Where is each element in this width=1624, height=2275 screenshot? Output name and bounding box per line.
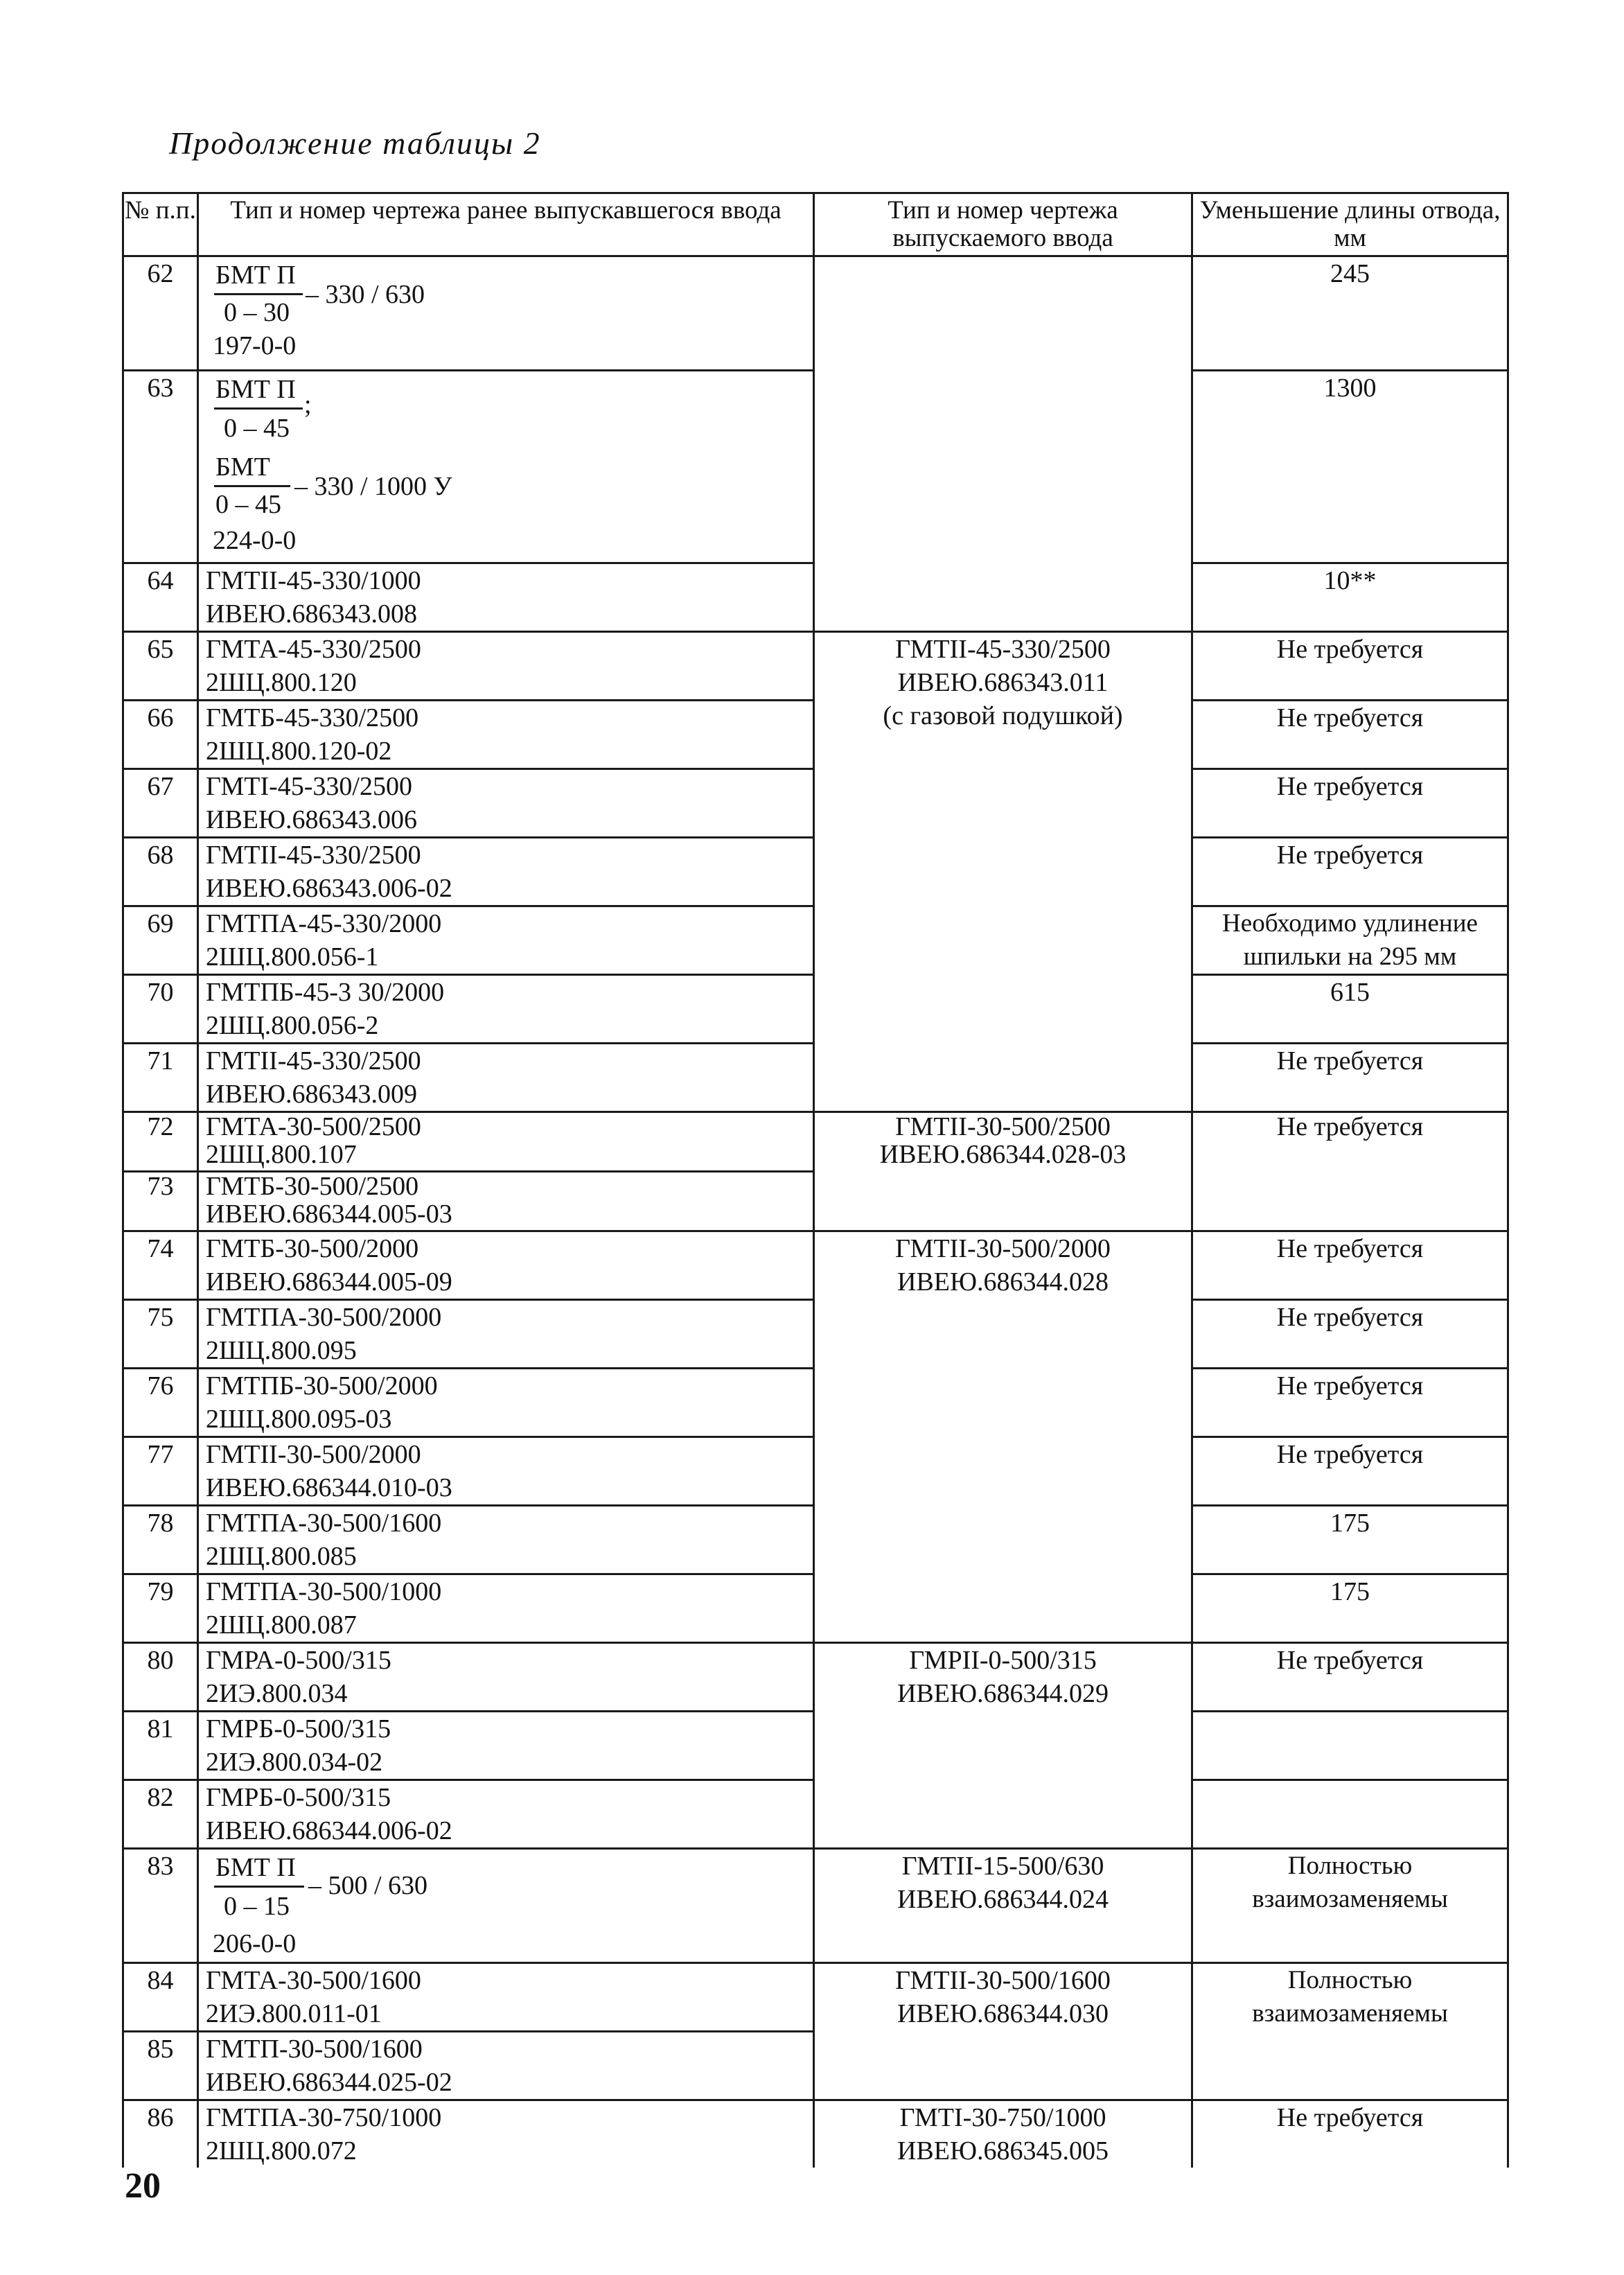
old-type-cell [198, 563, 814, 632]
reduction-cell: Не требуется [1192, 1044, 1508, 1112]
old-type-cell [198, 1044, 814, 1112]
old-type-cell [198, 1437, 814, 1506]
fraction-suffix: – 500 / 630 [308, 1871, 428, 1900]
row-number: 69 [123, 906, 198, 975]
old-type-name: ГМТПА-30-750/1000 [206, 2103, 442, 2132]
fraction-bar [214, 407, 303, 410]
fraction-numerator: БМТ П [215, 261, 296, 290]
reduction-line: взаимозаменяемы [1252, 1885, 1448, 1913]
row-number: 70 [123, 975, 198, 1044]
reduction-cell: Не требуется [1192, 1369, 1508, 1437]
reduction-cell [1192, 906, 1508, 975]
header-old-type: Тип и номер чертежа ранее выпускавшегося ввода [198, 193, 814, 256]
old-drawing-number: ИВЕЮ.686344.010-03 [206, 1473, 452, 1502]
drawing-number: 224-0-0 [213, 526, 297, 555]
row-number: 81 [123, 1712, 198, 1780]
old-type-name: ГМТП-30-500/1600 [206, 2035, 423, 2064]
fraction-denominator: 0 – 30 [224, 298, 290, 327]
old-type-cell [198, 1369, 814, 1437]
fraction-numerator: БМТ П [215, 1853, 296, 1882]
row-number: 68 [123, 838, 198, 906]
table-row [123, 1112, 1508, 1172]
new-type-cell-empty [814, 256, 1192, 632]
new-type-cell [814, 2100, 1192, 2168]
table-row [123, 2100, 1508, 2168]
reduction-cell-empty [1192, 1712, 1508, 1780]
reduction-cell: Не требуется [1192, 838, 1508, 906]
old-type-name: ГМТПБ-45-3 30/2000 [206, 978, 445, 1007]
row-number: 82 [123, 1780, 198, 1849]
reduction-cell: Не требуется [1192, 2100, 1508, 2168]
table-caption: Продолжение таблицы 2 [169, 125, 541, 161]
old-drawing-number: 2ШЦ.800.107 [206, 1140, 357, 1169]
drawing-number: 197-0-0 [213, 331, 297, 360]
row-number: 84 [123, 1963, 198, 2032]
reduction-cell: 615 [1192, 975, 1508, 1044]
old-type-cell [198, 1574, 814, 1643]
reduction-cell: 10** [1192, 563, 1508, 632]
reduction-cell: Не требуется [1192, 632, 1508, 701]
old-type-cell [198, 371, 814, 563]
page-number: 20 [125, 2166, 161, 2206]
old-type-name: ГМТПА-45-330/2000 [206, 909, 442, 938]
header-row [123, 193, 1508, 256]
old-drawing-number: 2ШЦ.800.072 [206, 2136, 357, 2166]
old-type-cell [198, 1172, 814, 1231]
table-row [123, 1963, 1508, 2032]
fraction-denominator: 0 – 15 [224, 1892, 290, 1921]
old-type-name: ГМТА-30-500/1600 [206, 1966, 421, 1995]
old-drawing-number: 2ШЦ.800.056-1 [206, 942, 379, 972]
row-number: 76 [123, 1369, 198, 1437]
old-drawing-number: ИВЕЮ.686343.009 [206, 1080, 418, 1109]
row-number: 72 [123, 1112, 198, 1172]
reduction-line: шпильки на 295 мм [1243, 942, 1457, 971]
row-number: 65 [123, 632, 198, 701]
fraction-bar [214, 293, 303, 295]
row-number: 73 [123, 1172, 198, 1231]
reduction-cell: Не требуется [1192, 1643, 1508, 1712]
old-type-name: ГМТПА-30-500/1600 [206, 1509, 442, 1538]
old-type-name: ГМТБ-30-500/2500 [206, 1172, 419, 1201]
table-row [123, 1849, 1508, 1963]
old-type-cell [198, 1849, 814, 1963]
reduction-line: Полностью [1287, 1966, 1413, 1994]
old-type-cell [198, 1643, 814, 1712]
reduction-cell [1192, 1963, 1508, 2100]
row-number: 79 [123, 1574, 198, 1643]
reduction-cell: Не требуется [1192, 1300, 1508, 1369]
old-type-cell [198, 1712, 814, 1780]
old-type-cell [198, 2100, 814, 2168]
fraction-bar [214, 1886, 304, 1888]
old-type-cell [198, 2032, 814, 2100]
old-type-cell [198, 1300, 814, 1369]
reduction-cell: Не требуется [1192, 1112, 1508, 1231]
fraction-bar [214, 485, 290, 487]
reduction-cell: 1300 [1192, 371, 1508, 563]
reduction-cell: Не требуется [1192, 701, 1508, 769]
old-type-cell [198, 769, 814, 838]
new-type-name: ГМТІІ-45-330/2500 [895, 635, 1111, 664]
row-number: 85 [123, 2032, 198, 2100]
old-type-name: ГМТА-30-500/2500 [206, 1112, 421, 1141]
old-drawing-number: 2ИЭ.800.034-02 [206, 1748, 383, 1777]
new-type-cell [814, 632, 1192, 1112]
old-type-cell [198, 1506, 814, 1574]
row-number: 63 [123, 371, 198, 563]
old-type-cell [198, 906, 814, 975]
bushings-table [122, 192, 1509, 2168]
reduction-cell [1192, 1849, 1508, 1963]
row-number: 86 [123, 2100, 198, 2168]
old-type-name: ГМТПА-30-500/1000 [206, 1577, 442, 1606]
row-number: 75 [123, 1300, 198, 1369]
old-drawing-number: 2ШЦ.800.087 [206, 1610, 357, 1640]
old-type-name: ГМТІІ-45-330/1000 [206, 566, 421, 595]
new-type-name: ГМТІІ-30-500/2000 [895, 1234, 1111, 1263]
header-new-type: Тип и номер чертежа выпускаемого ввода [814, 193, 1192, 256]
table-row [123, 1643, 1508, 1712]
old-type-cell [198, 701, 814, 769]
new-type-cell [814, 1963, 1192, 2100]
old-drawing-number: ИВЕЮ.686343.006-02 [206, 874, 452, 903]
old-drawing-number: 2ШЦ.800.095 [206, 1336, 357, 1365]
old-type-name: ГМРБ-0-500/315 [206, 1783, 391, 1812]
old-drawing-number: 2ШЦ.800.056-2 [206, 1011, 379, 1040]
old-drawing-number: ИВЕЮ.686343.006 [206, 805, 418, 834]
old-type-cell [198, 256, 814, 371]
row-number: 74 [123, 1231, 198, 1300]
fraction-suffix: – 330 / 1000 У [294, 472, 452, 501]
old-type-name: ГМТІІ-45-330/2500 [206, 841, 421, 870]
new-type-name: ГМТІІ-30-500/1600 [895, 1966, 1111, 1995]
new-type-name: ГМТІІ-15-500/630 [901, 1852, 1104, 1881]
old-type-cell [198, 975, 814, 1044]
old-drawing-number: ИВЕЮ.686344.006-02 [206, 1816, 452, 1845]
old-drawing-number: ИВЕЮ.686344.025-02 [206, 2068, 452, 2097]
old-type-name: ГМТІІ-30-500/2000 [206, 1440, 421, 1469]
header-reduction: Уменьшение длины отвода, мм [1192, 193, 1508, 256]
new-drawing-number: ИВЕЮ.686344.024 [897, 1885, 1109, 1914]
row-number: 80 [123, 1643, 198, 1712]
new-drawing-number: ИВЕЮ.686344.030 [897, 1999, 1109, 2028]
old-drawing-number: ИВЕЮ.686344.005-09 [206, 1267, 452, 1297]
table-row [123, 256, 1508, 371]
old-type-name: ГМТПБ-30-500/2000 [206, 1371, 438, 1400]
reduction-line: Полностью [1287, 1852, 1413, 1880]
table-row [123, 632, 1508, 701]
old-type-cell [198, 838, 814, 906]
old-type-name: ГМТА-45-330/2500 [206, 635, 421, 664]
row-number: 62 [123, 256, 198, 371]
new-drawing-number: ИВЕЮ.686343.011 [897, 668, 1109, 697]
old-type-cell [198, 1963, 814, 2032]
row-number: 83 [123, 1849, 198, 1963]
row-number: 64 [123, 563, 198, 632]
row-number: 67 [123, 769, 198, 838]
new-type-name: ГМТІІ-30-500/2500 [895, 1112, 1111, 1141]
new-type-cell [814, 1643, 1192, 1849]
old-type-name: ГМРБ-0-500/315 [206, 1714, 391, 1743]
fraction-denominator: 0 – 45 [215, 490, 281, 519]
old-drawing-number: 2ИЭ.800.034 [206, 1679, 348, 1708]
new-type-name: ГМРІІ-0-500/315 [909, 1646, 1097, 1675]
header-num: № п.п. [123, 193, 198, 256]
reduction-cell: 175 [1192, 1506, 1508, 1574]
old-drawing-number: 2ШЦ.800.095-03 [206, 1405, 392, 1434]
new-type-cell [814, 1849, 1192, 1963]
new-type-note: (с газовой подушкой) [883, 701, 1123, 730]
old-type-cell [198, 1112, 814, 1172]
fraction-numerator: БМТ П [215, 375, 296, 404]
new-drawing-number: ИВЕЮ.686344.029 [897, 1679, 1109, 1708]
old-type-cell [198, 1231, 814, 1300]
old-drawing-number: 2ШЦ.800.085 [206, 1542, 357, 1571]
row-number: 71 [123, 1044, 198, 1112]
new-drawing-number: ИВЕЮ.686345.005 [897, 2136, 1109, 2166]
new-drawing-number: ИВЕЮ.686344.028 [897, 1267, 1109, 1297]
row-number: 66 [123, 701, 198, 769]
old-drawing-number: 2ИЭ.800.011-01 [206, 1999, 382, 2028]
old-drawing-number: ИВЕЮ.686343.008 [206, 599, 418, 629]
row-number: 77 [123, 1437, 198, 1506]
new-type-cell [814, 1231, 1192, 1643]
row-number: 78 [123, 1506, 198, 1574]
reduction-cell: 245 [1192, 256, 1508, 371]
new-type-cell [814, 1112, 1192, 1231]
reduction-cell: Не требуется [1192, 769, 1508, 838]
new-drawing-number: ИВЕЮ.686344.028-03 [879, 1140, 1127, 1169]
old-type-name: ГМРА-0-500/315 [206, 1646, 391, 1675]
fraction-suffix: – 330 / 630 [306, 280, 425, 309]
new-type-name: ГМТІ-30-750/1000 [899, 2103, 1106, 2132]
drawing-number: 206-0-0 [213, 1929, 297, 1958]
fraction-suffix: ; [304, 390, 312, 419]
old-type-cell [198, 632, 814, 701]
old-drawing-number: ИВЕЮ.686344.005-03 [206, 1200, 452, 1229]
old-type-cell [198, 1780, 814, 1849]
old-drawing-number: 2ШЦ.800.120 [206, 668, 357, 697]
reduction-line: Необходимо удлинение [1222, 909, 1478, 938]
reduction-cell: Не требуется [1192, 1231, 1508, 1300]
fraction-numerator: БМТ [215, 453, 270, 482]
fraction-denominator: 0 – 45 [224, 414, 290, 443]
reduction-cell-empty [1192, 1780, 1508, 1849]
old-type-name: ГМТІІ-45-330/2500 [206, 1046, 421, 1075]
old-type-name: ГМТПА-30-500/2000 [206, 1303, 442, 1332]
table-row [123, 1231, 1508, 1300]
old-type-name: ГМТІ-45-330/2500 [206, 772, 412, 801]
reduction-cell: 175 [1192, 1574, 1508, 1643]
old-drawing-number: 2ШЦ.800.120-02 [206, 737, 392, 766]
old-type-name: ГМТБ-30-500/2000 [206, 1234, 419, 1263]
reduction-line: взаимозаменяемы [1252, 1999, 1448, 2028]
old-type-name: ГМТБ-45-330/2500 [206, 703, 419, 732]
reduction-cell: Не требуется [1192, 1437, 1508, 1506]
